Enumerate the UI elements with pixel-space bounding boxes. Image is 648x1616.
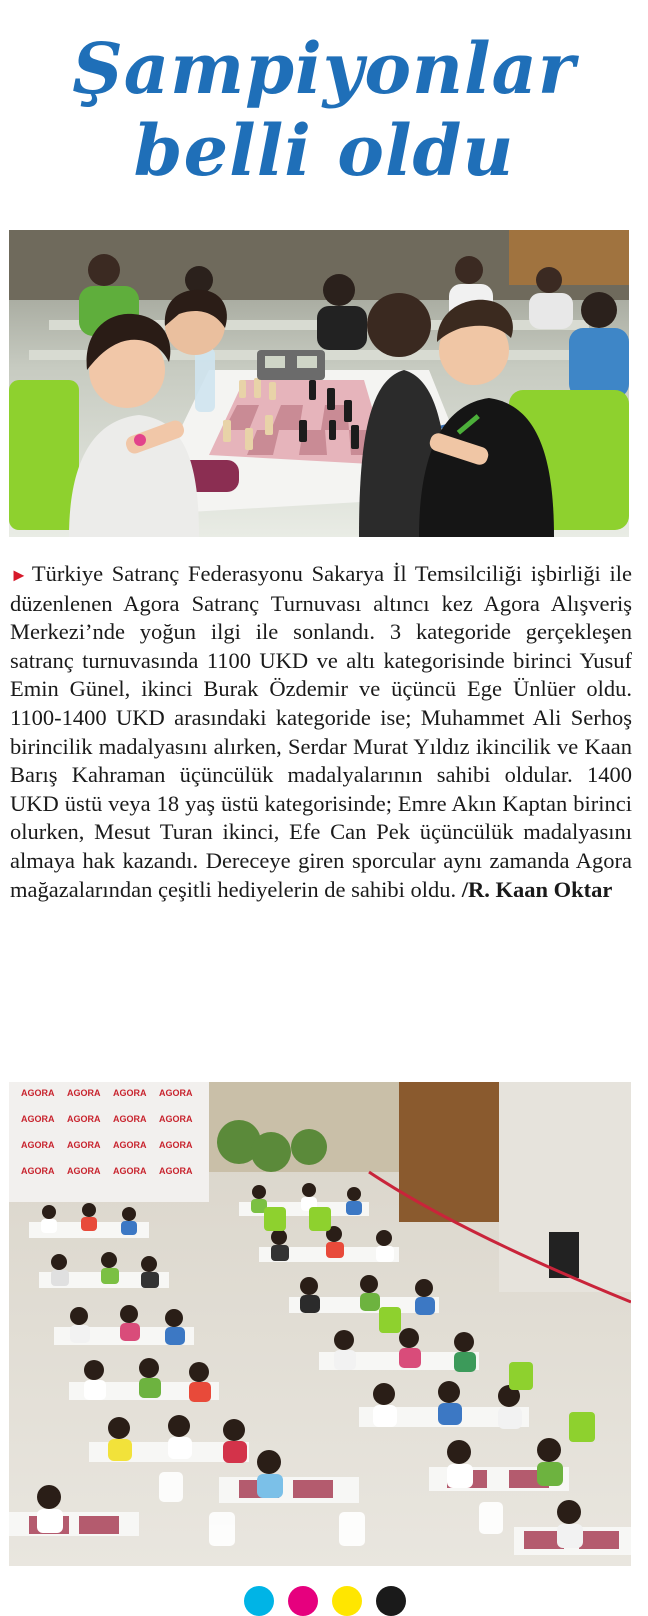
svg-text:AGORA: AGORA (21, 1140, 55, 1150)
photo-tournament-hall (9, 1082, 631, 1566)
photo-tournament-overview-illustration (9, 1082, 631, 1566)
article-byline: /R. Kaan Oktar (461, 876, 613, 902)
headline-line-1: Şampiyonlar (72, 27, 576, 110)
headline (0, 28, 648, 192)
svg-text:AGORA: AGORA (113, 1166, 147, 1176)
photo-chess-closeup-illustration (9, 230, 629, 537)
svg-text:AGORA: AGORA (67, 1088, 101, 1098)
registration-mark-cyan (244, 1586, 274, 1616)
svg-text:AGORA: AGORA (159, 1140, 193, 1150)
registration-mark-magenta (288, 1586, 318, 1616)
svg-text:AGORA: AGORA (67, 1114, 101, 1124)
svg-text:AGORA: AGORA (21, 1166, 55, 1176)
article-marker-icon: ► (10, 565, 28, 585)
article-text: Türkiye Satranç Federasyonu Sakarya İl Temsilciliği işbirliği ile düzenlenen Agora Satranç Turnuvası altıncı kez Agora Alışveriş Merkezi’nde yoğun ilgi ile sonlandı. 3 kategoride gerçekleşen satranç turnuvasında 1100 UKD ve altı kategorisinde birinci Yusuf Emin Günel, ikinci Burak Özdemir ve üçüncü Ege Ünlüer oldu. 1100-1400 UKD arasındaki kategoride ise; Muhammet Ali Serhoş birincilik madalyasını alırken, Serdar Murat Yıldız ikincilik ve Kaan Barış Kahraman üçüncülük madalyalarının sahibi oldular. 1400 UKD üstü veya 18 yaş üstü kategorisinde; Emre Akın Kaptan birinci olurken, Mesut Turan ikinci, Efe Can Pek üçüncülük madalyasını almaya hak kazandı. Dereceye giren sporcular aynı zamanda Agora mağazalarından çeşitli hediyelerin de sahibi oldu. (10, 561, 632, 902)
print-registration-marks (244, 1586, 406, 1602)
svg-text:AGORA: AGORA (159, 1114, 193, 1124)
headline-line-2: belli oldu (133, 109, 515, 192)
svg-text:AGORA: AGORA (21, 1088, 55, 1098)
registration-mark-yellow (332, 1586, 362, 1616)
article-body (10, 560, 632, 904)
svg-text:AGORA: AGORA (67, 1140, 101, 1150)
svg-text:AGORA: AGORA (21, 1114, 55, 1124)
registration-mark-black (376, 1586, 406, 1616)
svg-text:AGORA: AGORA (159, 1166, 193, 1176)
svg-text:AGORA: AGORA (113, 1114, 147, 1124)
svg-text:AGORA: AGORA (113, 1088, 147, 1098)
photo-children-playing-chess (9, 230, 629, 537)
svg-text:AGORA: AGORA (67, 1166, 101, 1176)
svg-text:AGORA: AGORA (159, 1088, 193, 1098)
svg-text:AGORA: AGORA (113, 1140, 147, 1150)
